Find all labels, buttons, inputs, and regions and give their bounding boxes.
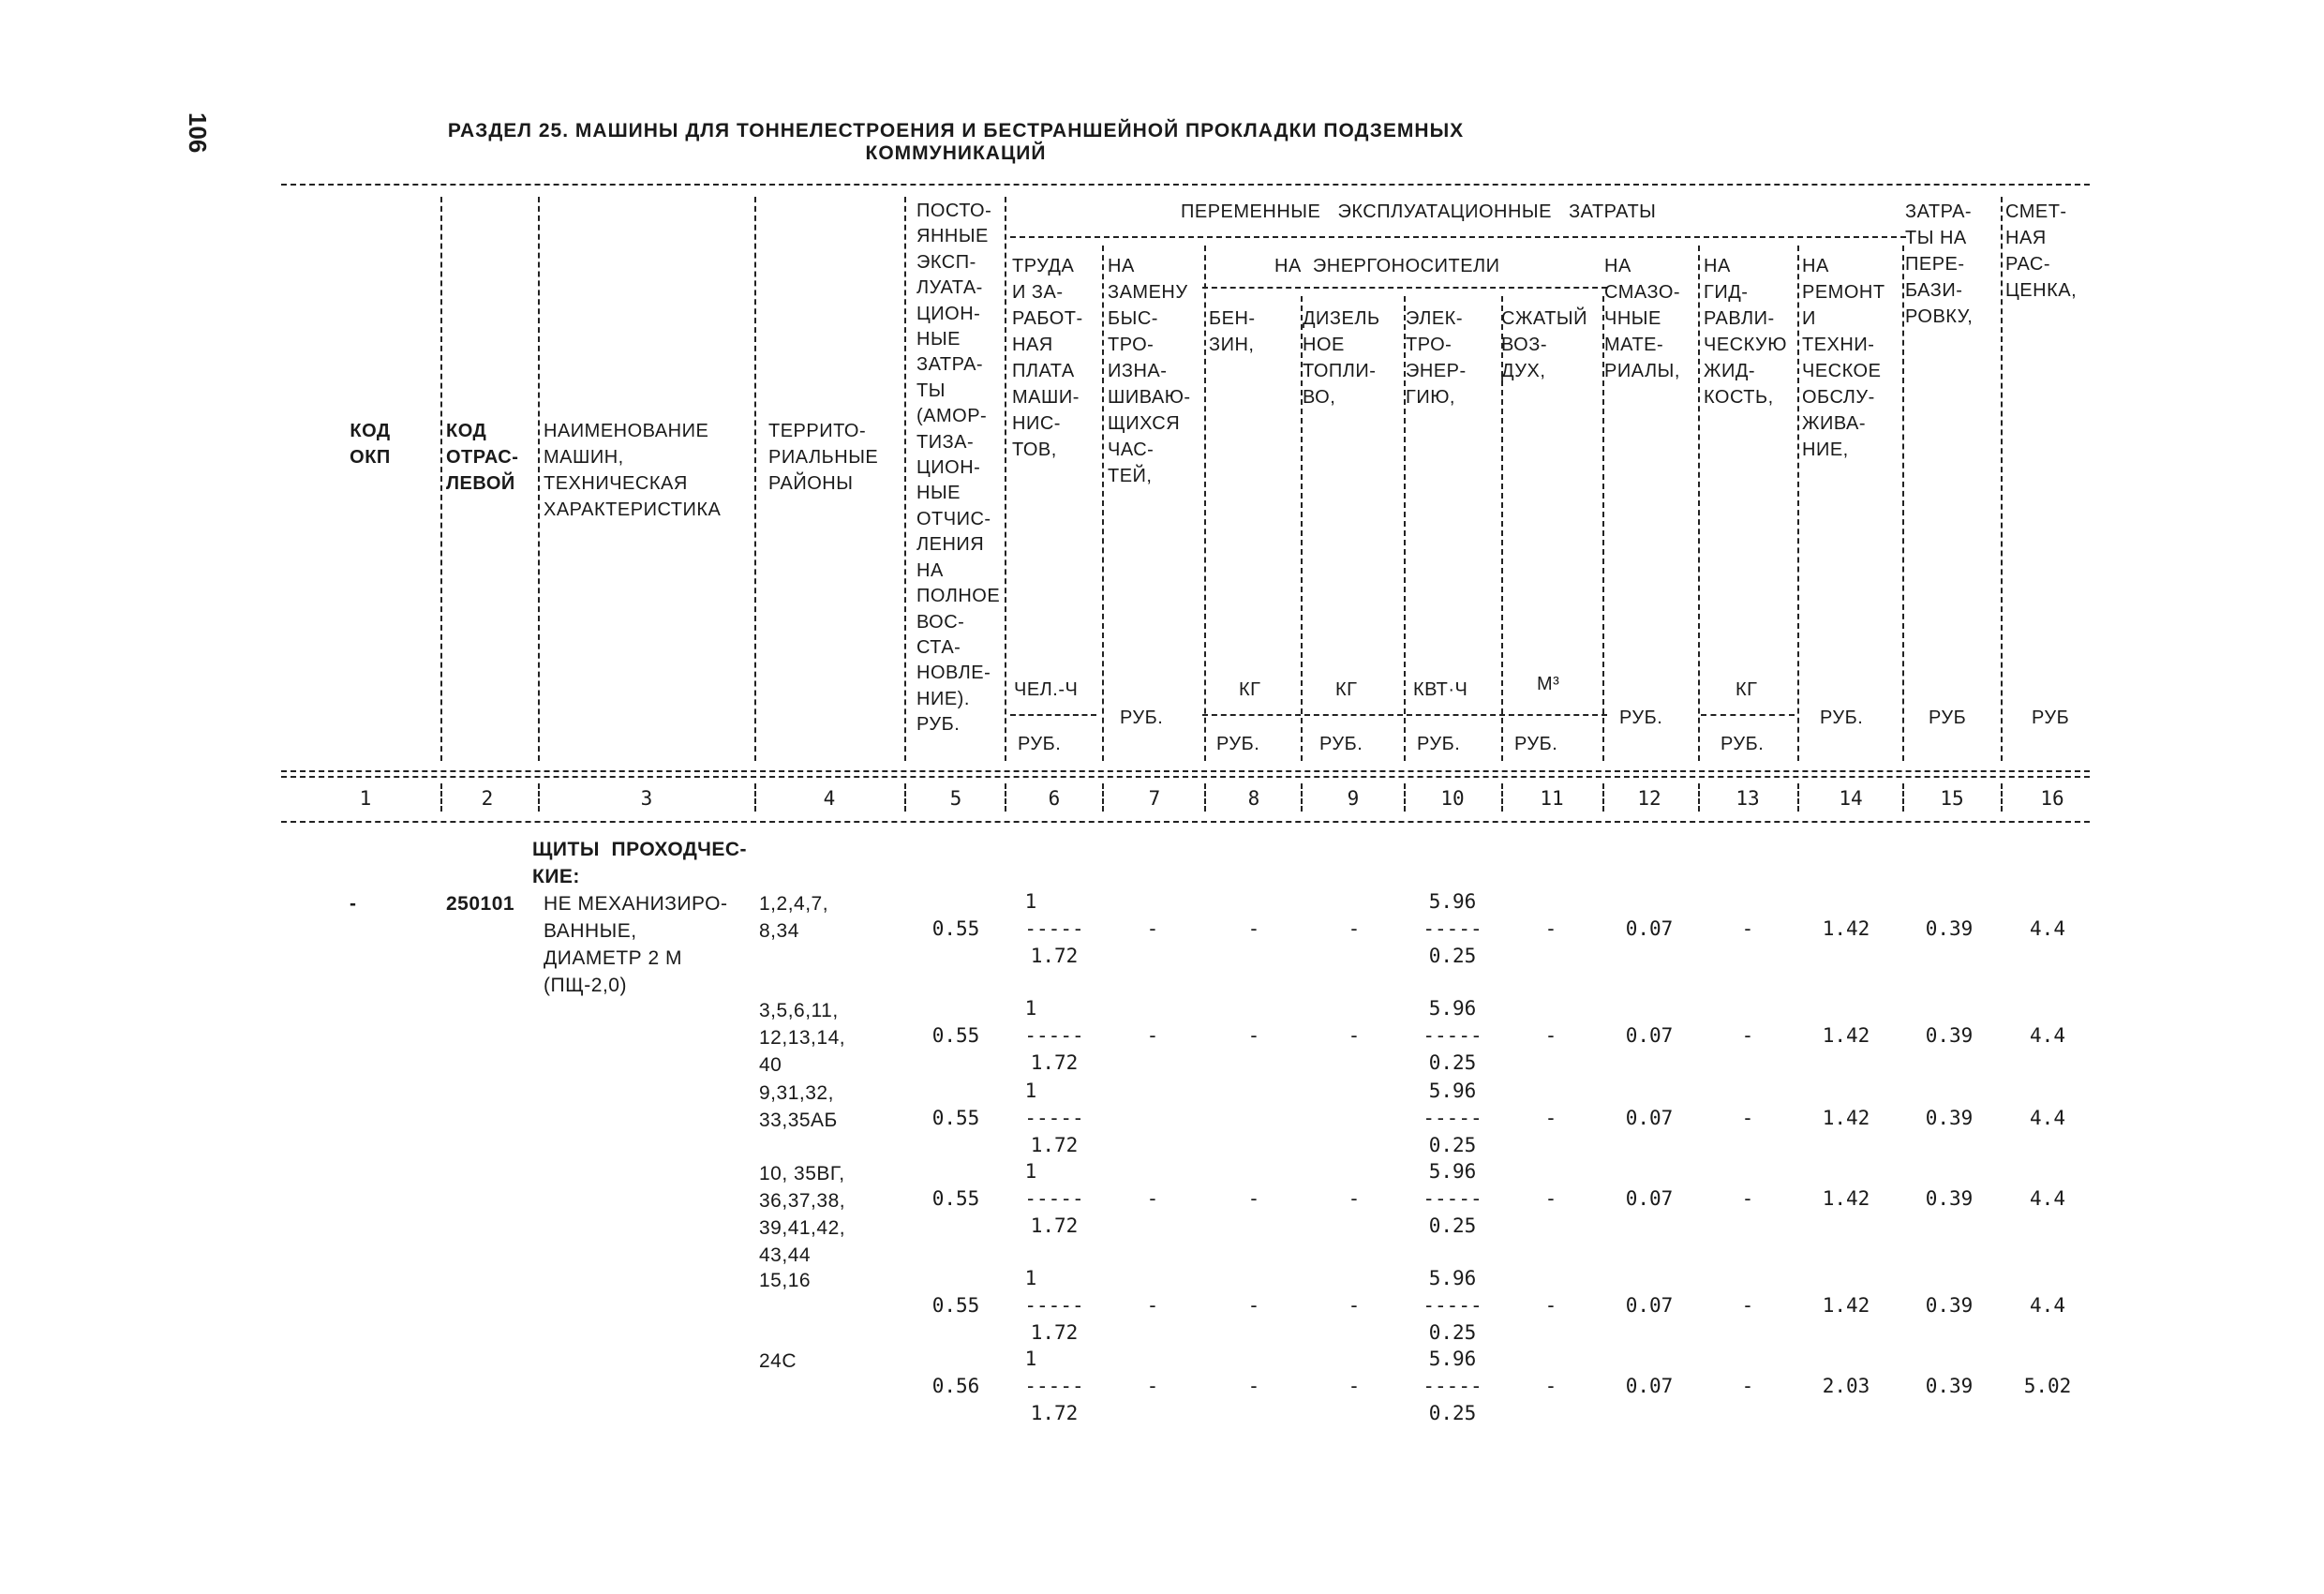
row-c8: - <box>1247 1294 1260 1317</box>
row-c15: 0.39 <box>1925 917 1974 940</box>
hdr-gidr: НА ГИД- РАВЛИ- ЧЕСКУЮ ЖИД- КОСТЬ, <box>1704 256 1787 408</box>
hdr-truda-unit: ЧЕЛ.-Ч <box>1014 679 1079 700</box>
col-separator <box>1204 246 1206 761</box>
row-c9: - <box>1348 1294 1361 1317</box>
row-c10-bar: ----- <box>1423 1294 1482 1317</box>
unit-rule-13 <box>1701 714 1795 716</box>
row-regions: 9,31,32, 33,35АБ <box>759 1082 838 1131</box>
row-c6-bar: ----- <box>1024 1187 1084 1210</box>
row-c10-top: 5.96 <box>1428 1348 1477 1370</box>
row-c13: - <box>1741 1187 1754 1210</box>
row-c10-bar: ----- <box>1423 1187 1482 1210</box>
row-c7: - <box>1146 917 1159 940</box>
row-c10-top: 5.96 <box>1428 1160 1477 1183</box>
colnum-bottom-rule <box>281 821 2090 823</box>
col-separator <box>1698 246 1700 761</box>
header-bottom-rule <box>281 770 2090 772</box>
col-separator <box>2001 783 2003 812</box>
row-c14: 1.42 <box>1822 917 1870 940</box>
row-c6-top: 1 <box>1024 997 1037 1020</box>
col-separator <box>1204 783 1206 812</box>
column-number: 5 <box>949 787 962 810</box>
page-number: 106 <box>184 112 212 154</box>
unit-rub-14: РУБ. <box>1820 708 1864 728</box>
hdr-rub-7: РУБ. <box>1120 708 1164 728</box>
col-separator <box>1005 197 1006 761</box>
row-c6-bot: 1.72 <box>1030 1051 1079 1074</box>
col-separator <box>2001 197 2003 761</box>
row-c9: - <box>1348 1024 1361 1047</box>
row-c12: 0.07 <box>1625 917 1674 940</box>
row-c10-bot: 0.25 <box>1428 1214 1477 1237</box>
unit-m3: М³ <box>1537 674 1560 694</box>
row-c10-bot: 0.25 <box>1428 1321 1477 1344</box>
column-number: 9 <box>1347 787 1360 810</box>
unit-rub-13: РУБ. <box>1721 734 1765 754</box>
unit-rub-8: РУБ. <box>1216 734 1260 754</box>
row-c6-bot: 1.72 <box>1030 1214 1079 1237</box>
hdr-naim: НАИМЕНОВАНИЕ МАШИН, ТЕХНИЧЕСКАЯ ХАРАКТЕРИСТИКА <box>544 421 722 520</box>
row-c5: 0.55 <box>931 1294 980 1317</box>
row-c6-bar: ----- <box>1024 1294 1084 1317</box>
row-c6-bot: 1.72 <box>1030 1321 1079 1344</box>
row-c6-top: 1 <box>1024 1080 1037 1102</box>
row-c14: 1.42 <box>1822 1024 1870 1047</box>
row-c5: 0.55 <box>931 1024 980 1047</box>
row-c13: - <box>1741 1107 1754 1129</box>
col-separator <box>1797 783 1799 812</box>
unit-rub-9: РУБ. <box>1319 734 1363 754</box>
unit-kvtch: КВТ·Ч <box>1413 679 1468 700</box>
unit-rule-6 <box>1010 714 1096 716</box>
row-c12: 0.07 <box>1625 1375 1674 1397</box>
row-c15: 0.39 <box>1925 1294 1974 1317</box>
column-number: 8 <box>1247 787 1260 810</box>
column-number: 1 <box>359 787 372 810</box>
row-c15: 0.39 <box>1925 1107 1974 1129</box>
row-c11: - <box>1544 1024 1557 1047</box>
row-c5: 0.55 <box>931 1107 980 1129</box>
row-c10-bot: 0.25 <box>1428 1051 1477 1074</box>
hdr-elektro: ЭЛЕК- ТРО- ЭНЕР- ГИЮ, <box>1406 308 1467 408</box>
row-c10-bar: ----- <box>1423 1107 1482 1129</box>
row-c13: - <box>1741 917 1754 940</box>
group-title: ЩИТЫ ПРОХОДЧЕС- КИЕ: <box>532 839 748 887</box>
column-number: 2 <box>481 787 494 810</box>
row-c10-bot: 0.25 <box>1428 1402 1477 1424</box>
unit-rub-10: РУБ. <box>1417 734 1461 754</box>
row-c9: - <box>1348 917 1361 940</box>
row-c6-bar: ----- <box>1024 1375 1084 1397</box>
col-separator <box>1005 783 1006 812</box>
unit-rub-15: РУБ <box>1929 708 1967 728</box>
row-c6-top: 1 <box>1024 1348 1037 1370</box>
column-number: 7 <box>1148 787 1161 810</box>
column-number: 13 <box>1736 787 1760 810</box>
row-c15: 0.39 <box>1925 1375 1974 1397</box>
row-c10-top: 5.96 <box>1428 890 1477 913</box>
row-c15: 0.39 <box>1925 1187 1974 1210</box>
col-separator <box>1102 246 1104 761</box>
row-c10-bar: ----- <box>1423 917 1482 940</box>
row-c6-top: 1 <box>1024 1267 1037 1289</box>
col-separator <box>754 783 756 812</box>
row-regions: 24С <box>759 1350 797 1372</box>
col-separator <box>440 783 442 812</box>
row-c14: 2.03 <box>1822 1375 1870 1397</box>
row-c9: - <box>1348 1187 1361 1210</box>
row-c8: - <box>1247 1375 1260 1397</box>
row-c9: - <box>1348 1375 1361 1397</box>
row-c12: 0.07 <box>1625 1187 1674 1210</box>
col-separator <box>1902 246 1904 761</box>
col-separator <box>538 197 540 761</box>
row-c16: 4.4 <box>2030 1187 2065 1210</box>
row-c10-bot: 0.25 <box>1428 1134 1477 1156</box>
col-separator <box>1902 783 1904 812</box>
row-regions: 3,5,6,11, 12,13,14, 40 <box>759 1000 846 1076</box>
column-number: 12 <box>1637 787 1661 810</box>
row-c10-top: 5.96 <box>1428 1267 1477 1289</box>
row-c6-bot: 1.72 <box>1030 945 1079 967</box>
row-c8: - <box>1247 917 1260 940</box>
row-regions: 15,16 <box>759 1270 812 1291</box>
row-c16: 4.4 <box>2030 1107 2065 1129</box>
row-c11: - <box>1544 917 1557 940</box>
hdr-rub-6: РУБ. <box>1018 734 1062 754</box>
hdr-perem: ПЕРЕМЕННЫЕ ЭКСПЛУАТАЦИОННЫЕ ЗАТРАТЫ <box>1181 201 1657 222</box>
column-number: 16 <box>2040 787 2064 810</box>
unit-rub-12: РУБ. <box>1619 708 1663 728</box>
column-number: 14 <box>1839 787 1863 810</box>
table-top-rule <box>281 184 2090 186</box>
row-c12: 0.07 <box>1625 1294 1674 1317</box>
row-c8: - <box>1247 1187 1260 1210</box>
col-separator <box>1301 783 1303 812</box>
hdr-kod-otrasl: КОД ОТРАС- ЛЕВОЙ <box>446 421 519 494</box>
row-c5: 0.55 <box>931 1187 980 1210</box>
row-c6-bar: ----- <box>1024 1107 1084 1129</box>
hdr-szhatyi: СЖАТЫЙ ВОЗ- ДУХ, <box>1501 308 1587 381</box>
row-c15: 0.39 <box>1925 1024 1974 1047</box>
row-c7: - <box>1146 1375 1159 1397</box>
row-c12: 0.07 <box>1625 1107 1674 1129</box>
row-c10-bar: ----- <box>1423 1375 1482 1397</box>
row-c10-bar: ----- <box>1423 1024 1482 1047</box>
row-c10-top: 5.96 <box>1428 997 1477 1020</box>
col-separator <box>538 783 540 812</box>
row-c6-bot: 1.72 <box>1030 1134 1079 1156</box>
hdr-perebaz: ЗАТРА- ТЫ НА ПЕРЕ- БАЗИ- РОВКУ, <box>1905 201 1974 327</box>
hdr-dizel: ДИЗЕЛЬ НОЕ ТОПЛИ- ВО, <box>1303 308 1380 408</box>
item-kod-otrasl: 250101 <box>446 893 515 915</box>
row-c5: 0.56 <box>931 1375 980 1397</box>
unit-kg-8: КГ <box>1239 679 1261 700</box>
col-separator <box>1602 783 1604 812</box>
row-c13: - <box>1741 1294 1754 1317</box>
row-regions: 1,2,4,7, 8,34 <box>759 893 829 942</box>
energo-rule <box>1202 287 1607 289</box>
hdr-post: ПОСТО- ЯННЫЕ ЭКСП- ЛУАТА- ЦИОН- НЫЕ ЗАТРА- ТЫ (АМОР- ТИЗА- ЦИОН- НЫЕ ОТЧИС- ЛЕНИЯ НА ПОЛНОЕ ВОС- СТА- НОВЛЕ- НИЕ). РУБ. <box>916 201 1001 736</box>
row-c8: - <box>1247 1024 1260 1047</box>
row-c10-bot: 0.25 <box>1428 945 1477 967</box>
item-name: НЕ МЕХАНИЗИРО- ВАННЫЕ, ДИАМЕТР 2 М (ПЩ-2,0) <box>544 893 728 996</box>
hdr-energo: НА ЭНЕРГОНОСИТЕЛИ <box>1274 256 1500 276</box>
col-separator <box>1501 783 1503 812</box>
column-number: 10 <box>1440 787 1465 810</box>
row-c16: 4.4 <box>2030 917 2065 940</box>
section-title: РАЗДЕЛ 25. МАШИНЫ ДЛЯ ТОННЕЛЕСТРОЕНИЯ И БЕСТРАНШЕЙНОЙ ПРОКЛАДКИ ПОДЗЕМНЫХ <box>447 120 1465 142</box>
unit-kg-9: КГ <box>1335 679 1358 700</box>
row-c11: - <box>1544 1187 1557 1210</box>
row-c6-bar: ----- <box>1024 917 1084 940</box>
row-c6-bar: ----- <box>1024 1024 1084 1047</box>
row-regions: 10, 35ВГ, 36,37,38, 39,41,42, 43,44 <box>759 1163 846 1266</box>
header-bottom-rule-2 <box>281 776 2090 778</box>
row-c16: 4.4 <box>2030 1024 2065 1047</box>
row-c14: 1.42 <box>1822 1107 1870 1129</box>
unit-kg-13: КГ <box>1736 679 1758 700</box>
hdr-truda: ТРУДА И ЗА- РАБОТ- НАЯ ПЛАТА МАШИ- НИС- ТОВ, <box>1012 256 1083 460</box>
unit-rub-11: РУБ. <box>1514 734 1558 754</box>
row-c6-top: 1 <box>1024 890 1037 913</box>
row-c12: 0.07 <box>1625 1024 1674 1047</box>
hdr-remont: НА РЕМОНТ И ТЕХНИ- ЧЕСКОЕ ОБСЛУ- ЖИВА- НИЕ, <box>1802 256 1885 460</box>
row-c6-bot: 1.72 <box>1030 1402 1079 1424</box>
col-separator <box>1102 783 1104 812</box>
col-separator <box>904 197 906 761</box>
row-c7: - <box>1146 1187 1159 1210</box>
row-c14: 1.42 <box>1822 1294 1870 1317</box>
col-separator <box>904 783 906 812</box>
item-kod-okp: - <box>350 893 357 915</box>
row-c11: - <box>1544 1107 1557 1129</box>
col-separator <box>1698 783 1700 812</box>
row-c7: - <box>1146 1294 1159 1317</box>
unit-rub-16: РУБ <box>2032 708 2070 728</box>
column-number: 6 <box>1048 787 1061 810</box>
hdr-kod-okp: КОД ОКП <box>350 421 391 468</box>
row-c16: 5.02 <box>2023 1375 2072 1397</box>
row-c7: - <box>1146 1024 1159 1047</box>
hdr-smetnaya: СМЕТ- НАЯ РАС- ЦЕНКА, <box>2005 201 2078 301</box>
col-separator <box>440 197 442 761</box>
column-number: 3 <box>640 787 653 810</box>
column-number: 15 <box>1940 787 1964 810</box>
row-c5: 0.55 <box>931 917 980 940</box>
row-c11: - <box>1544 1375 1557 1397</box>
col-separator <box>1797 246 1799 761</box>
hdr-benzin: БЕН- ЗИН, <box>1209 308 1256 355</box>
section-title-continued: КОММУНИКАЦИЙ <box>865 142 1047 164</box>
column-number: 4 <box>823 787 836 810</box>
perem-rule <box>1010 236 1906 238</box>
row-c14: 1.42 <box>1822 1187 1870 1210</box>
column-number: 11 <box>1540 787 1564 810</box>
row-c11: - <box>1544 1294 1557 1317</box>
hdr-terr: ТЕРРИТО- РИАЛЬНЫЕ РАЙОНЫ <box>768 421 879 494</box>
hdr-smazoch: НА СМАЗО- ЧНЫЕ МАТЕ- РИАЛЫ, <box>1604 256 1681 381</box>
row-c16: 4.4 <box>2030 1294 2065 1317</box>
hdr-na-zamenu: НА ЗАМЕНУ БЫС- ТРО- ИЗНА- ШИВАЮ- ЩИХСЯ ЧАС- ТЕЙ, <box>1108 256 1191 486</box>
col-separator <box>1404 783 1406 812</box>
col-separator <box>754 197 756 761</box>
row-c10-top: 5.96 <box>1428 1080 1477 1102</box>
row-c6-top: 1 <box>1024 1160 1037 1183</box>
row-c13: - <box>1741 1024 1754 1047</box>
row-c13: - <box>1741 1375 1754 1397</box>
